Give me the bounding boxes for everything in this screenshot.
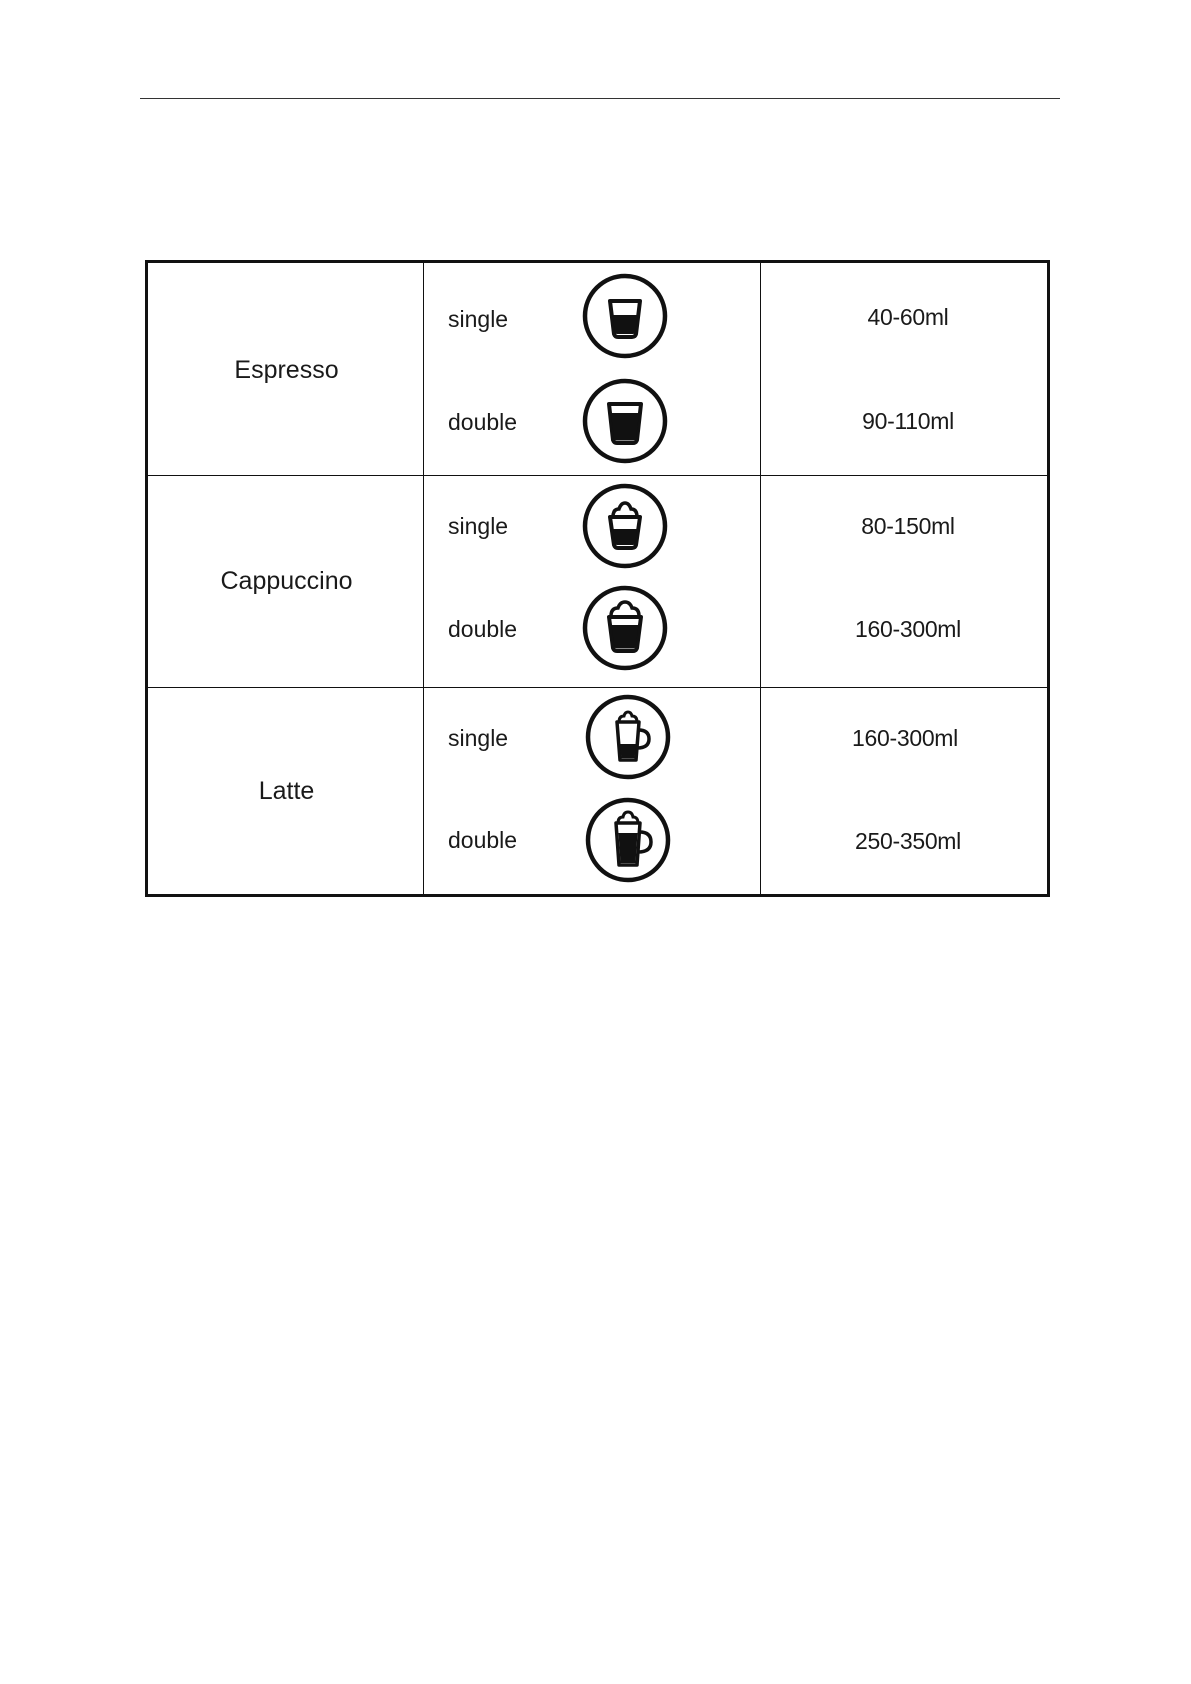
volume-espresso-single: 40-60ml: [867, 304, 949, 330]
column-divider: [760, 263, 761, 894]
latte-single-icon: [583, 692, 673, 782]
volume-cappuccino-single: 80-150ml: [861, 513, 955, 539]
espresso-double-icon: [580, 376, 670, 466]
cappuccino-double-icon: [580, 583, 670, 673]
size-label-double: double: [448, 409, 518, 435]
header-rule: [140, 98, 1060, 99]
drink-name-cappuccino: Cappuccino: [220, 567, 353, 595]
size-label-single: single: [448, 725, 509, 751]
espresso-single-icon: [580, 271, 670, 361]
drink-name-latte: Latte: [258, 777, 315, 805]
volume-cappuccino-double: 160-300ml: [855, 616, 961, 642]
cappuccino-single-icon: [580, 481, 670, 571]
drink-name-espresso: Espresso: [234, 356, 339, 384]
size-label-single: single: [448, 513, 509, 539]
volume-latte-double: 250-350ml: [855, 828, 961, 854]
beverage-volume-table: [145, 260, 1050, 897]
size-label-double: double: [448, 827, 518, 853]
size-label-double: double: [448, 616, 518, 642]
latte-double-icon: [583, 795, 673, 885]
volume-latte-single: 160-300ml: [852, 725, 958, 751]
row-divider: [148, 475, 1047, 476]
volume-espresso-double: 90-110ml: [862, 408, 954, 434]
row-divider: [148, 687, 1047, 688]
size-label-single: single: [448, 306, 509, 332]
